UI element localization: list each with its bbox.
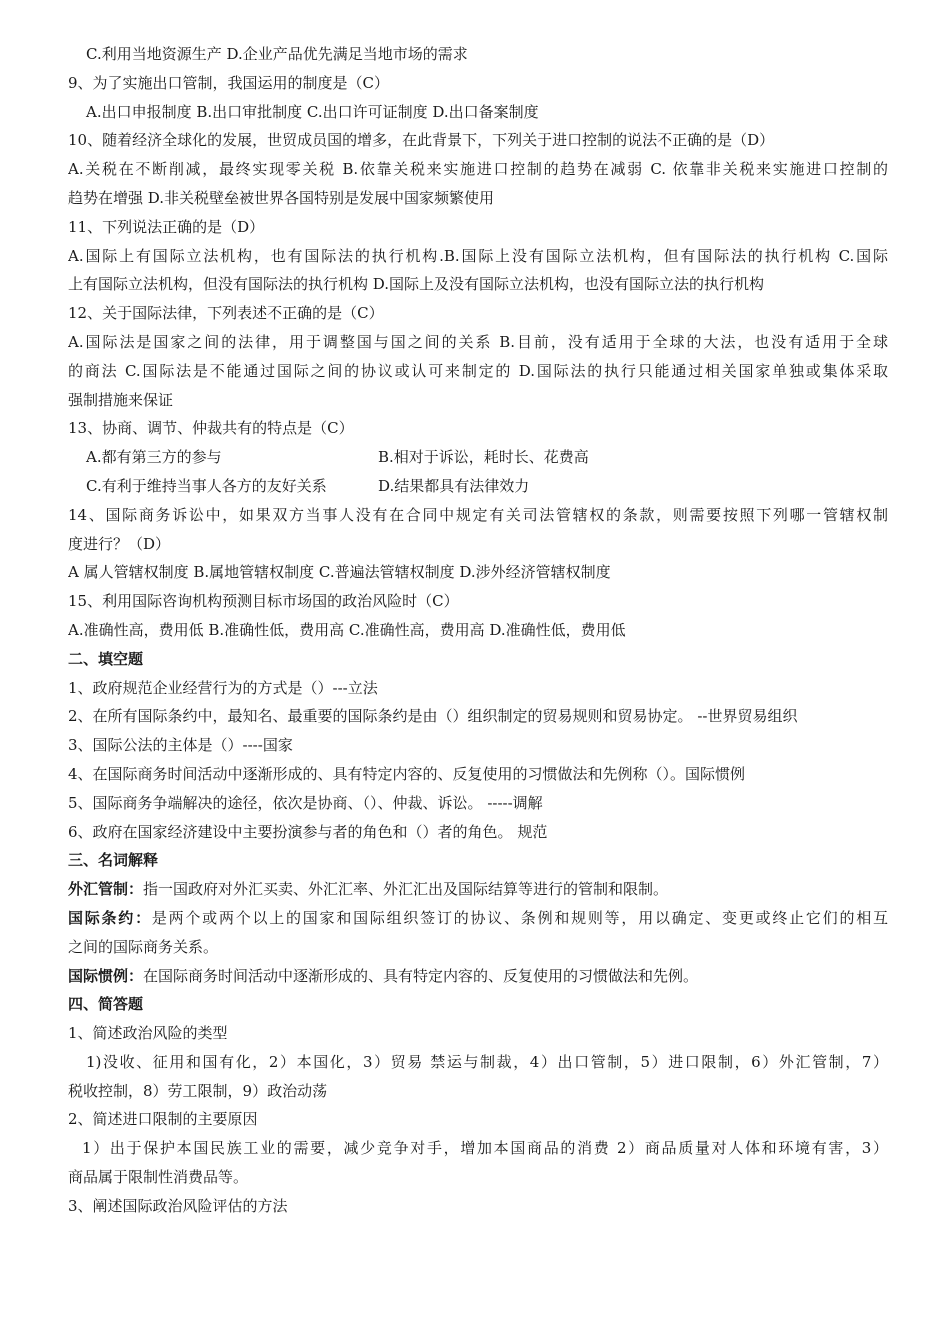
q13-options-row1 <box>68 443 888 472</box>
fill-item-3: 3、国际公法的主体是（）----国家 <box>68 736 293 755</box>
q13-option-d: D.结果都具有法律效力 <box>378 476 530 495</box>
term-custom <box>68 962 888 991</box>
section4-heading: 四、简答题 <box>68 995 144 1014</box>
q13-option-a: A.都有第三方的参与 <box>86 448 222 467</box>
q15-question: 15、利用国际咨询机构预测目标市场国的政治风险时（C） <box>68 592 459 611</box>
q14-question-line2: 度进行？（D） <box>68 534 171 553</box>
q12-question: 12、关于国际法律，下列表述不正确的是（C） <box>68 304 384 323</box>
fill-item-4: 4、在国际商务时间活动中逐渐形成的、具有特定内容的、反复使用的习惯做法和先例称（）。国际惯例 <box>68 764 746 783</box>
short-a1-line2: 税收控制，8）劳工限制，9）政治动荡 <box>68 1081 328 1100</box>
fill-item-1: 1、政府规范企业经营行为的方式是（）---立法 <box>68 678 378 697</box>
q11-options-line2: 上有国际立法机构，但没有国际法的执行机构 D.国际上及没有国际立法机构，也没有国际立法的执行机构 <box>68 275 765 294</box>
term-3-label: 国际惯例： <box>68 966 144 985</box>
short-q3: 3、阐述国际政治风险评估的方法 <box>68 1196 288 1215</box>
term-2-definition-line2: 之间的国际商务关系。 <box>68 937 219 956</box>
q10-question: 10、随着经济全球化的发展，世贸成员国的增多，在此背景下，下列关于进口控制的说法不正确的是（D） <box>68 131 775 150</box>
short-q1: 1、简述政治风险的类型 <box>68 1024 228 1043</box>
fill-item-6: 6、政府在国家经济建设中主要扮演参与者的角色和（）者的角色。 规范 <box>68 822 548 841</box>
term-1-definition: 指一国政府对外汇买卖、外汇汇率、外汇汇出及国际结算等进行的管制和限制。 <box>143 880 669 899</box>
short-a1-line1: 1)没收、征用和国有化，2）本国化，3）贸易 禁运与制裁，4）出口管制，5）进口限制，6）外汇管制，7） <box>86 1052 888 1071</box>
term-2-definition-line1: 是两个或两个以上的国家和国际组织签订的协议、条例和规则等，用以确定、变更或终止它们的相互 <box>151 908 888 927</box>
q9-options: A.出口申报制度 B.出口审批制度 C.出口许可证制度 D.出口备案制度 <box>86 102 539 121</box>
fill-item-2: 2、在所有国际条约中，最知名、最重要的国际条约是由（）组织制定的贸易规则和贸易协定。 --世界贸易组织 <box>68 707 798 726</box>
short-a2-line1: 1）出于保护本国民族工业的需要，减少竞争对手，增加本国商品的消费 2）商品质量对人体和环境有害，3） <box>82 1139 888 1158</box>
q8-options-cd: C.利用当地资源生产 D.企业产品优先满足当地市场的需求 <box>86 45 468 63</box>
q14-question-line1: 14、国际商务诉讼中，如果双方当事人没有在合同中规定有关司法管辖权的条款，则需要按照下列哪一管辖权制 <box>68 505 888 524</box>
q13-option-b: B.相对于诉讼，耗时长、花费高 <box>378 448 589 467</box>
q13-question: 13、协商、调节、仲裁共有的特点是（C） <box>68 419 354 438</box>
q15-options: A.准确性高，费用低 B.准确性低，费用高 C.准确性高，费用高 D.准确性低，费用低 <box>68 620 626 639</box>
q10-options-line1: A.关税在不断削减，最终实现零关税 B.依靠关税来实施进口控制的趋势在减弱 C. 依靠非关税来实施进口控制的 <box>68 160 888 179</box>
document-page <box>68 40 888 1221</box>
q12-options-line1: A.国际法是国家之间的法律，用于调整国与国之间的关系 B.目前，没有适用于全球的大法，也没有适用于全球 <box>68 332 888 351</box>
term-forex-control <box>68 875 888 904</box>
q11-question: 11、下列说法正确的是（D） <box>68 217 265 236</box>
q14-options: A 属人管辖权制度 B.属地管辖权制度 C.普遍法管辖权制度 D.涉外经济管辖权制度 <box>68 563 611 582</box>
term-2-label: 国际条约： <box>68 908 152 927</box>
q12-options-line2: 的商法 C.国际法是不能通过国际之间的协议或认可来制定的 D.国际法的执行只能通过相关国家单独或集体采取 <box>68 361 888 380</box>
q13-options-row2 <box>68 472 888 501</box>
fill-item-5: 5、国际商务争端解决的途径，依次是协商、（）、仲裁、诉讼。 -----调解 <box>68 793 543 812</box>
q13-option-c: C.有利于维持当事人各方的友好关系 <box>86 476 327 495</box>
short-q2: 2、简述进口限制的主要原因 <box>68 1110 258 1129</box>
q12-options-line3: 强制措施来保证 <box>68 390 174 409</box>
q9-question: 9、为了实施出口管制，我国运用的制度是（C） <box>68 73 390 92</box>
q10-options-line2: 趋势在增强 D.非关税壁垒被世界各国特别是发展中国家频繁使用 <box>68 188 495 207</box>
term-treaty-line1 <box>68 904 888 933</box>
term-1-label: 外汇管制： <box>68 880 144 899</box>
short-a2-line2: 商品属于限制性消费品等。 <box>68 1168 249 1187</box>
section2-heading: 二、填空题 <box>68 649 144 668</box>
term-3-definition: 在国际商务时间活动中逐渐形成的、具有特定内容的、反复使用的习惯做法和先例。 <box>143 966 699 985</box>
q11-options-line1: A.国际上有国际立法机构，也有国际法的执行机构.B.国际上没有国际立法机构，但有国际法的执行机构 C.国际 <box>68 246 888 265</box>
section3-heading: 三、名词解释 <box>68 851 159 870</box>
